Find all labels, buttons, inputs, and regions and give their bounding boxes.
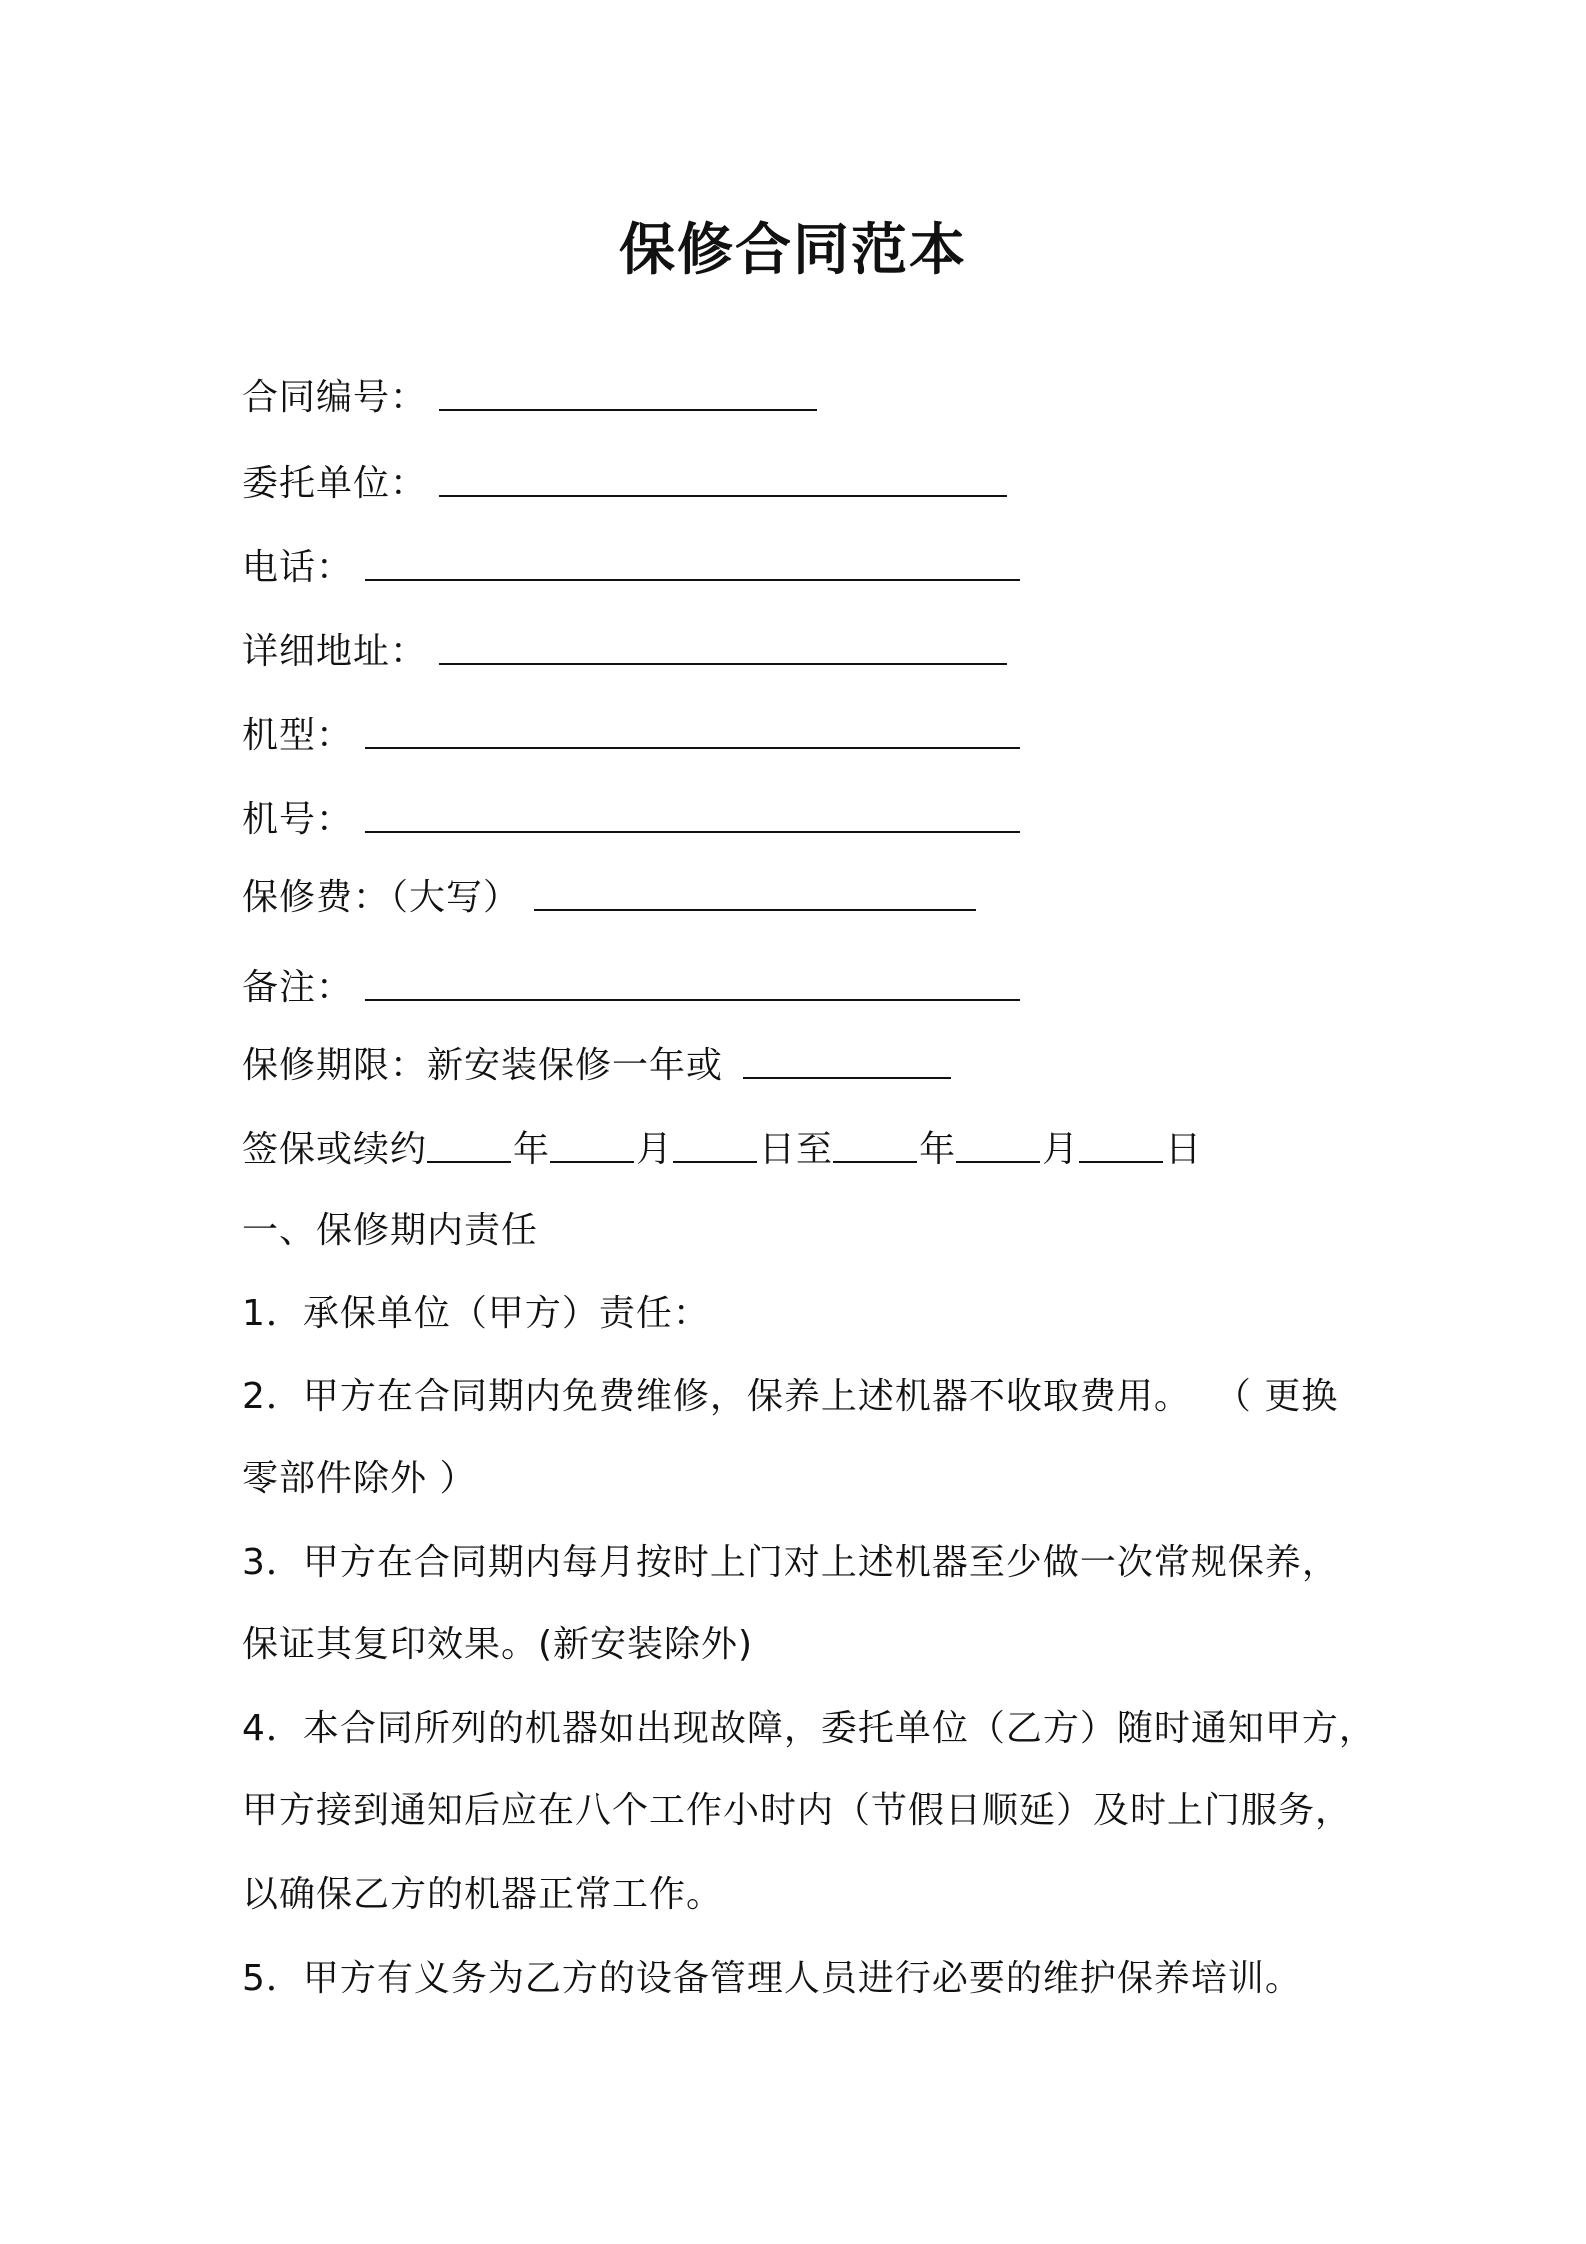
address-row	[242, 627, 1007, 676]
section-heading: 一、保修期内责任	[242, 1210, 539, 1251]
period-row	[242, 1041, 951, 1090]
clause-3-cont: 保证其复印效果。(新安装除外)	[242, 1624, 754, 1665]
clause-5: 5．甲方有义务为乙方的设备管理人员进行必要的维护保养培训。	[242, 1958, 1302, 1999]
period-label: 保修期限：新安装保修一年或	[242, 1045, 724, 1086]
clause-2-cont: 零部件除外 ）	[242, 1458, 477, 1499]
contract-number-blank[interactable]	[439, 373, 817, 411]
clause-4-cont-1: 甲方接到通知后应在八个工作小时内（节假日顺延）及时上门服务，	[242, 1790, 1353, 1831]
clause-4: 4．本合同所列的机器如出现故障，委托单位（乙方）随时通知甲方，	[242, 1708, 1376, 1749]
contract-number-row	[242, 373, 817, 422]
serial-row	[242, 795, 1020, 844]
start-day-blank[interactable]	[673, 1125, 757, 1163]
fee-label: 保修费：（大写）	[242, 877, 521, 918]
phone-label: 电话：	[242, 547, 354, 588]
client-label: 委托单位：	[242, 463, 428, 504]
month-label: 月	[636, 1129, 674, 1170]
clause-2-paren: （ 更换	[1232, 1376, 1339, 1417]
clause-4-cont-2: 以确保乙方的机器正常工作。	[242, 1874, 724, 1915]
model-row	[242, 711, 1020, 760]
fee-row	[242, 873, 976, 922]
client-row	[242, 459, 1007, 508]
clause-2-text: 2．甲方在合同期内免费维修，保养上述机器不收取费用。	[242, 1376, 1191, 1417]
model-label: 机型：	[242, 715, 354, 756]
period-blank[interactable]	[743, 1041, 951, 1079]
start-year-blank[interactable]	[427, 1125, 511, 1163]
end-day-blank[interactable]	[1079, 1125, 1163, 1163]
sign-date-row	[242, 1125, 1202, 1174]
address-blank[interactable]	[439, 627, 1007, 665]
serial-blank[interactable]	[365, 795, 1020, 833]
remark-blank[interactable]	[365, 963, 1020, 1001]
end-month-blank[interactable]	[956, 1125, 1040, 1163]
model-blank[interactable]	[365, 711, 1020, 749]
sign-label: 签保或续约	[242, 1129, 428, 1170]
serial-label: 机号：	[242, 799, 354, 840]
clause-3: 3．甲方在合同期内每月按时上门对上述机器至少做一次常规保养，	[242, 1542, 1339, 1583]
phone-blank[interactable]	[365, 543, 1020, 581]
remark-row	[242, 963, 1020, 1012]
end-year-blank[interactable]	[833, 1125, 917, 1163]
contract-number-label: 合同编号：	[242, 377, 428, 418]
clause-2	[242, 1373, 1338, 1421]
address-label: 详细地址：	[242, 631, 428, 672]
year-label-2: 年	[919, 1129, 957, 1170]
phone-row	[242, 543, 1020, 592]
day-label: 日	[1165, 1129, 1203, 1170]
client-blank[interactable]	[439, 459, 1007, 497]
start-month-blank[interactable]	[550, 1125, 634, 1163]
clause-1: 1．承保单位（甲方）责任：	[242, 1293, 710, 1334]
year-label: 年	[513, 1129, 551, 1170]
fee-blank[interactable]	[534, 873, 976, 911]
day-to-label: 日至	[759, 1129, 834, 1170]
document-title: 保修合同范本	[619, 218, 967, 283]
month-label-2: 月	[1042, 1129, 1080, 1170]
remark-label: 备注：	[242, 967, 354, 1008]
